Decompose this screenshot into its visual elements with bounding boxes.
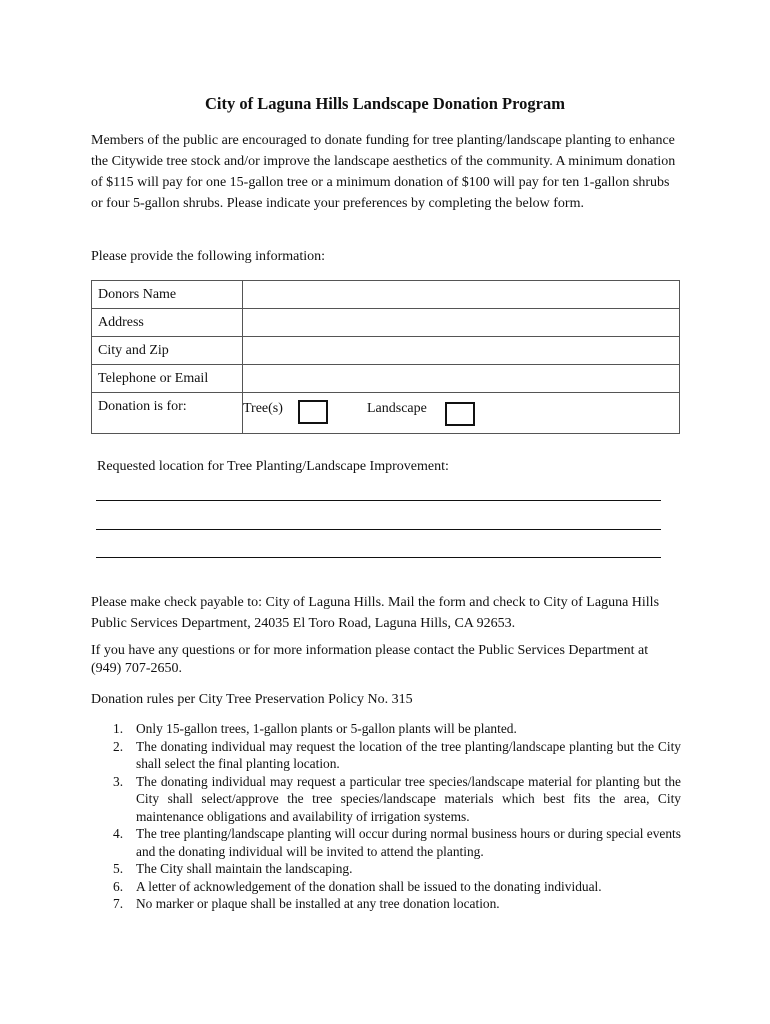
form-row-donor-name <box>92 281 680 309</box>
landscape-option-label: Landscape <box>367 401 427 416</box>
rule-item <box>91 825 681 860</box>
form-row-donation-type <box>92 393 680 434</box>
rule-text: No marker or plaque shall be installed at any tree donation location. <box>136 896 500 911</box>
contact-paragraph: If you have any questions or for more information please contact the Public Services Department at (949) 707-2650. <box>91 643 649 676</box>
payment-instructions: Please make check payable to: City of Laguna Hills. Mail the form and check to City of Laguna Hills Public Services Department, 24035 El Toro Road, Laguna Hills, CA 92653. <box>91 595 660 631</box>
telephone-email-field[interactable] <box>243 365 680 393</box>
rule-text: The donating individual may request the location of the tree planting/landscape planting but the City shall select the final planting location. <box>136 738 681 771</box>
rule-item <box>91 720 681 738</box>
rule-item <box>91 860 681 878</box>
page-title: City of Laguna Hills Landscape Donation Program <box>205 94 565 113</box>
rule-text: The City shall maintain the landscaping. <box>136 861 353 876</box>
location-line-1[interactable] <box>96 500 661 501</box>
city-zip-field[interactable] <box>243 337 680 365</box>
landscape-checkbox[interactable] <box>445 402 475 426</box>
rule-number: 1. <box>113 721 124 736</box>
rule-number: 7. <box>113 896 124 911</box>
rule-text: A letter of acknowledgement of the donation shall be issued to the donating individual. <box>136 878 602 894</box>
rule-number: 3. <box>113 773 124 789</box>
donor-name-label: Donors Name <box>92 281 243 309</box>
rule-text: The tree planting/landscape planting will occur during normal business hours or during special events and the donating individual will be invited to attend the planting. <box>136 826 681 859</box>
location-line-3[interactable] <box>96 557 661 558</box>
rule-text: Only 15-gallon trees, 1-gallon plants or 5-gallon plants will be planted. <box>136 721 517 736</box>
rule-text: The donating individual may request a particular tree species/landscape material for planting but the City shall select/approve the tree species/landscape materials which best fits the area, City maintenance obligations and availability of irrigation systems. <box>136 773 681 824</box>
rule-number: 5. <box>113 861 124 876</box>
rules-heading: Donation rules per City Tree Preservation Policy No. 315 <box>91 692 413 707</box>
form-row-telephone-email <box>92 365 680 393</box>
donation-options <box>243 393 680 434</box>
address-label: Address <box>92 309 243 337</box>
rule-item <box>91 738 681 773</box>
rule-number: 2. <box>113 738 124 754</box>
location-line-2[interactable] <box>96 529 661 530</box>
rule-number: 6. <box>113 878 124 894</box>
donor-name-field[interactable] <box>243 281 680 309</box>
info-prompt: Please provide the following information: <box>91 249 326 264</box>
rule-item <box>91 773 681 826</box>
rule-item <box>91 895 681 913</box>
address-field[interactable] <box>243 309 680 337</box>
trees-checkbox[interactable] <box>298 400 328 424</box>
donor-form-table <box>91 280 680 434</box>
trees-option-label: Tree(s) <box>243 401 283 416</box>
telephone-email-label: Telephone or Email <box>92 365 243 393</box>
city-zip-label: City and Zip <box>92 337 243 365</box>
donation-label: Donation is for: <box>92 393 243 434</box>
intro-paragraph: Members of the public are encouraged to donate funding for tree planting/landscape planting to enhance the Citywide tree stock and/or improve the landscape aesthetics of the community. A minimum donation of $115 will pay for one 15-gallon tree or a minimum donation of $100 will pay for ten 1-gallon shrubs or four 5-gallon shrubs. Please indicate your preferences by completing the below form. <box>91 133 676 211</box>
rule-item <box>91 878 681 896</box>
location-label: Requested location for Tree Planting/Landscape Improvement: <box>97 459 449 474</box>
form-row-city-zip <box>92 337 680 365</box>
form-row-address <box>92 309 680 337</box>
rules-list <box>91 720 681 913</box>
rule-number: 4. <box>113 826 124 841</box>
